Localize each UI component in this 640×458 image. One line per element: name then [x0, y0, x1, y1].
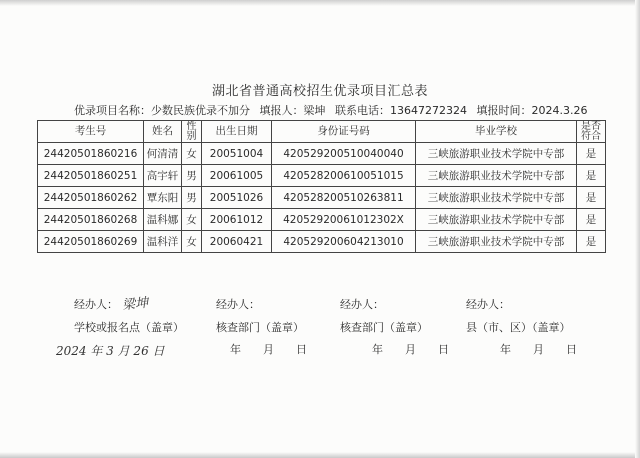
- table-row: [38, 209, 606, 231]
- cell-gender: 女: [182, 231, 202, 253]
- handler-label-4: 经办人：: [466, 298, 510, 311]
- table-row: [38, 165, 606, 187]
- meta-filler: 填报人：梁坤: [259, 104, 326, 117]
- cell-birthdate: 20061012: [202, 209, 272, 231]
- header-gender: [182, 121, 202, 143]
- cell-gender: 男: [182, 187, 202, 209]
- meta-date: 填报时间：2024.3.26: [476, 104, 588, 117]
- unit-verify-2: 核查部门（盖章）: [340, 321, 428, 334]
- date-blank-3: 年 月 日: [372, 343, 449, 356]
- cell-exam-id: 24420501860262: [38, 187, 144, 209]
- cell-school: 三峡旅游职业技术学院中专部: [416, 187, 577, 209]
- unit-verify-1: 核查部门（盖章）: [216, 321, 304, 334]
- cell-school: 三峡旅游职业技术学院中专部: [416, 143, 577, 165]
- cell-name: 何清清: [144, 143, 182, 165]
- table-row: [38, 143, 606, 165]
- roster-table: [37, 120, 606, 253]
- form-meta: [74, 102, 594, 118]
- table-row: [38, 231, 606, 253]
- unit-county: 县（市、区）（盖章）: [466, 321, 571, 334]
- header-exam-id: 考生号: [38, 121, 144, 143]
- scan-edge-bottom: [0, 452, 640, 458]
- handler-label-3: 经办人：: [340, 298, 384, 311]
- header-qualified: [577, 121, 606, 143]
- handler-label-2: 经办人：: [216, 298, 260, 311]
- cell-name: 温科洋: [144, 231, 182, 253]
- scan-edge-top: [0, 0, 640, 6]
- cell-gender: 女: [182, 143, 202, 165]
- cell-school: 三峡旅游职业技术学院中专部: [416, 165, 577, 187]
- scan-edge-right: [635, 0, 640, 458]
- cell-id-number: 420528200510263811: [272, 187, 416, 209]
- cell-birthdate: 20051004: [202, 143, 272, 165]
- cell-birthdate: 20051026: [202, 187, 272, 209]
- cell-exam-id: 24420501860269: [38, 231, 144, 253]
- handler-label-1: 经办人：: [74, 298, 118, 311]
- meta-phone: 联系电话：13647272324: [335, 104, 467, 117]
- date-blank-4: 年 月 日: [500, 343, 577, 356]
- cell-school: 三峡旅游职业技术学院中专部: [416, 209, 577, 231]
- cell-exam-id: 24420501860268: [38, 209, 144, 231]
- cell-school: 三峡旅游职业技术学院中专部: [416, 231, 577, 253]
- table-header-row: [38, 121, 606, 143]
- cell-gender: 女: [182, 209, 202, 231]
- cell-exam-id: 24420501860216: [38, 143, 144, 165]
- header-birthdate: 出生日期: [202, 121, 272, 143]
- header-name: 姓名: [144, 121, 182, 143]
- roster-body: [38, 143, 606, 253]
- cell-qualified: 是: [577, 143, 606, 165]
- cell-id-number: 420529200604213010: [272, 231, 416, 253]
- cell-qualified: 是: [577, 165, 606, 187]
- cell-name: 覃东阳: [144, 187, 182, 209]
- cell-birthdate: 20061005: [202, 165, 272, 187]
- header-qualified-text: 是否符合: [581, 120, 601, 142]
- meta-project: 优录项目名称：少数民族优录不加分: [74, 104, 250, 117]
- cell-name: 高宇轩: [144, 165, 182, 187]
- cell-qualified: 是: [577, 187, 606, 209]
- header-id-number: 身份证号码: [272, 121, 416, 143]
- cell-qualified: 是: [577, 231, 606, 253]
- cell-id-number: 42052920061012302X: [272, 209, 416, 231]
- handwritten-date: 2024 年 3 月 26 日: [56, 344, 165, 358]
- cell-exam-id: 24420501860251: [38, 165, 144, 187]
- date-blank-2: 年 月 日: [230, 343, 307, 356]
- header-school: 毕业学校: [416, 121, 577, 143]
- table-row: [38, 187, 606, 209]
- unit-school: 学校或报名点（盖章）: [74, 321, 184, 334]
- handwritten-signature: 梁坤: [121, 295, 149, 314]
- cell-gender: 男: [182, 165, 202, 187]
- cell-birthdate: 20060421: [202, 231, 272, 253]
- cell-id-number: 420529200510040040: [272, 143, 416, 165]
- form-title: 湖北省普通高校招生优录项目汇总表: [211, 84, 428, 99]
- cell-id-number: 420528200610051015: [272, 165, 416, 187]
- header-gender-text: 性别: [186, 120, 197, 142]
- cell-name: 温科娜: [144, 209, 182, 231]
- cell-qualified: 是: [577, 209, 606, 231]
